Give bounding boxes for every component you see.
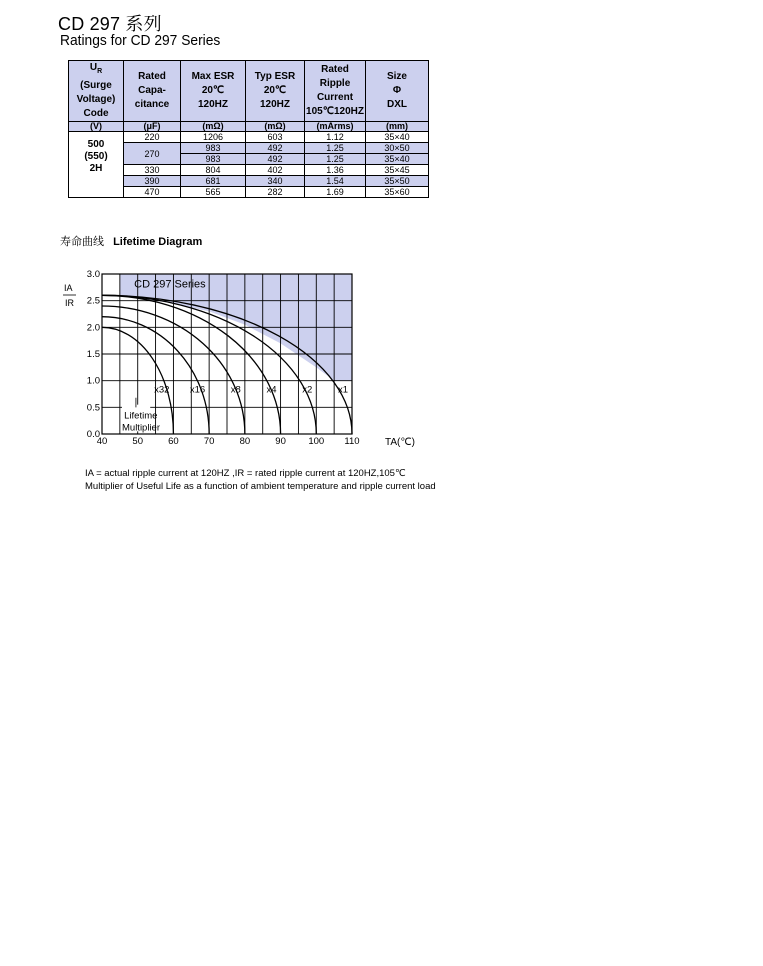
header-size: Size Φ DXL [366, 61, 429, 122]
ripple-cell: 1.69 [305, 187, 366, 198]
size-cell: 35×40 [366, 132, 429, 143]
table-row [69, 132, 429, 143]
typ-esr-cell: 402 [246, 165, 305, 176]
unit-capacitance: (μF) [124, 122, 181, 132]
lifetime-chart [55, 262, 425, 457]
header-max-esr: Max ESR 20℃ 120HZ [181, 61, 246, 122]
curve-label-x1: x1 [337, 384, 348, 396]
max-esr-cell: 681 [181, 176, 246, 187]
header-capacitance: Rated Capa- citance [124, 61, 181, 122]
y-tick-label: 1.5 [86, 349, 100, 360]
y-axis-label-numerator: IA [64, 283, 73, 293]
lifetime-title-en: Lifetime Diagram [113, 236, 203, 248]
page-title-cn: CD 297 系列 [58, 14, 162, 34]
curve-label-x16: x16 [189, 384, 206, 396]
curve-label-x8: x8 [230, 384, 241, 396]
max-esr-cell: 804 [181, 165, 246, 176]
note-line: IA = actual ripple current at 120HZ ,IR = rated ripple current at 120HZ,105℃ [85, 468, 406, 479]
header-ripple-current: Rated Ripple Current 105℃120HZ [305, 61, 366, 122]
unit-size: (mm) [366, 122, 429, 132]
unit-voltage: (V) [69, 122, 124, 132]
max-esr-cell: 983 [181, 143, 246, 154]
size-cell: 35×45 [366, 165, 429, 176]
x-tick-label: 90 [275, 436, 286, 447]
cap-cell: 470 [124, 187, 181, 198]
typ-esr-cell: 492 [246, 143, 305, 154]
y-tick-label: 3.0 [86, 269, 100, 280]
max-esr-cell: 565 [181, 187, 246, 198]
typ-esr-cell: 492 [246, 154, 305, 165]
typ-esr-cell: 340 [246, 176, 305, 187]
cap-cell: 330 [124, 165, 181, 176]
header-typ-esr: Typ ESR 20℃ 120HZ [246, 61, 305, 122]
x-tick-label: 40 [96, 436, 108, 447]
unit-typ-esr: (mΩ) [246, 122, 305, 132]
unit-ripple: (mArms) [305, 122, 366, 132]
x-tick-label: 100 [308, 436, 325, 447]
multiplier-label-line1: Lifetime [124, 410, 158, 422]
y-tick-label: 2.0 [86, 322, 100, 334]
typ-esr-cell: 282 [246, 187, 305, 198]
size-cell: 30×50 [366, 143, 429, 154]
cap-cell: 270 [124, 143, 181, 165]
voltage-cell: 500 (550) 2H [69, 132, 124, 198]
header-voltage: $U_R$ (Surge Voltage) Code [69, 61, 124, 122]
chart-title: CD 297 Series [134, 278, 206, 291]
multiplier-label-line2: Multiplier [122, 422, 161, 434]
cap-cell: 220 [124, 132, 181, 143]
ripple-cell: 1.12 [305, 132, 366, 143]
ripple-cell: 1.25 [305, 143, 366, 154]
chart-notes [85, 468, 436, 493]
ratings-table [68, 60, 429, 198]
max-esr-cell: 983 [181, 154, 246, 165]
cap-cell: 390 [124, 176, 181, 187]
max-esr-cell: 1206 [181, 132, 246, 143]
curve-label-x2: x2 [302, 384, 313, 396]
size-cell: 35×40 [366, 154, 429, 165]
unit-max-esr: (mΩ) [181, 122, 246, 132]
lifetime-title-cn: 寿命曲线 [60, 236, 104, 248]
curve-label-x4: x4 [266, 384, 277, 396]
x-axis-label: TA(℃) [385, 437, 415, 448]
typ-esr-cell: 603 [246, 132, 305, 143]
y-tick-label: 1.0 [86, 375, 100, 387]
x-tick-label: 60 [168, 436, 179, 447]
y-tick-label: 0.0 [86, 429, 100, 440]
x-tick-label: 110 [344, 436, 360, 447]
curve-label-x32: x32 [154, 384, 170, 396]
lifetime-section-title [60, 233, 202, 249]
size-cell: 35×50 [366, 176, 429, 187]
ripple-cell: 1.54 [305, 176, 366, 187]
y-axis-label-denominator: IR [65, 298, 74, 308]
ripple-cell: 1.36 [305, 165, 366, 176]
x-tick-label: 50 [132, 436, 144, 447]
y-tick-label: 0.5 [86, 402, 100, 414]
y-tick-label: 2.5 [86, 295, 100, 307]
x-tick-label: 80 [239, 436, 251, 447]
page-title-en: Ratings for CD 297 Series [60, 32, 221, 49]
size-cell: 35×60 [366, 187, 429, 198]
ripple-cell: 1.25 [305, 154, 366, 165]
x-tick-label: 70 [203, 436, 215, 447]
note-line: Multiplier of Useful Life as a function of ambient temperature and ripple current load [85, 480, 436, 492]
